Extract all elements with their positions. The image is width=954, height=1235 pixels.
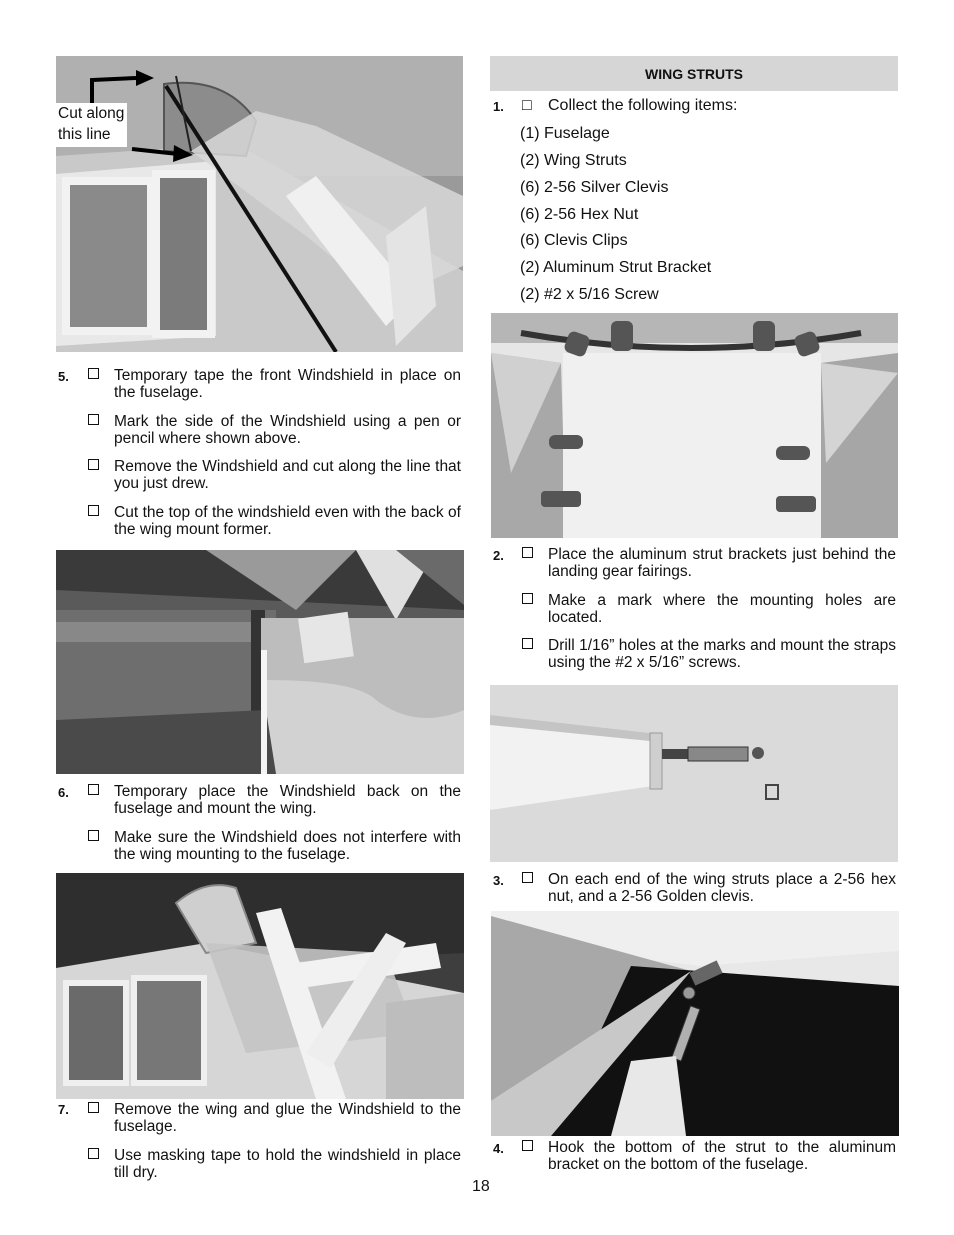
- checkbox[interactable]: [88, 505, 99, 516]
- step-text: Cut the top of the windshield even with the back of the wing mount former.: [114, 504, 461, 538]
- parts-list-item: (6) 2-56 Silver Clevis: [520, 179, 669, 196]
- step-text: Hook the bottom of the strut to the aluminum bracket on the bottom of the fuselage.: [548, 1139, 896, 1173]
- callout-line-2: this line: [58, 126, 111, 143]
- step-text: Make a mark where the mounting holes are located.: [548, 592, 896, 626]
- step-text: Use masking tape to hold the windshield in place till dry.: [114, 1147, 461, 1181]
- checkbox[interactable]: [522, 638, 533, 649]
- checkbox[interactable]: [88, 1148, 99, 1159]
- section-title: WING STRUTS: [490, 56, 898, 91]
- windshield-cut-photo: [56, 56, 463, 352]
- parts-list-item: (1) Fuselage: [520, 125, 610, 142]
- strut-hooked-photo: [491, 911, 899, 1136]
- step-number: 4.: [493, 1141, 504, 1156]
- step-number: 6.: [58, 785, 69, 800]
- step-number: 1.: [493, 99, 504, 114]
- callout-line-1: Cut along: [58, 105, 125, 122]
- strut-clevis-photo: [490, 685, 898, 862]
- step-text: Drill 1/16” holes at the marks and mount the straps using the #2 x 5/16” screws.: [548, 637, 896, 671]
- step-text: Collect the following items:: [548, 97, 738, 114]
- checkbox[interactable]: [88, 459, 99, 470]
- checkbox[interactable]: [522, 547, 533, 558]
- step-text: Temporary tape the front Windshield in place on the fuselage.: [114, 367, 461, 401]
- step-number: 3.: [493, 873, 504, 888]
- checkbox[interactable]: [522, 872, 533, 883]
- checkbox[interactable]: [88, 1102, 99, 1113]
- checkbox[interactable]: [88, 784, 99, 795]
- checkbox-glyph[interactable]: □: [522, 97, 532, 114]
- parts-list-item: (6) 2-56 Hex Nut: [520, 206, 639, 223]
- step-text: Make sure the Windshield does not interfere with the wing mounting to the fuselage.: [114, 829, 461, 863]
- step-text: On each end of the wing struts place a 2-56 hex nut, and a 2-56 Golden clevis.: [548, 871, 896, 905]
- step-text: Place the aluminum strut brackets just behind the landing gear fairings.: [548, 546, 896, 580]
- step-number: 2.: [493, 548, 504, 563]
- checkbox[interactable]: [88, 414, 99, 425]
- checkbox[interactable]: [88, 830, 99, 841]
- windshield-taped-photo: [56, 550, 464, 774]
- step-number: 5.: [58, 369, 69, 384]
- cut-line-callout: [56, 103, 127, 147]
- step-text: Remove the wing and glue the Windshield to the fuselage.: [114, 1101, 461, 1135]
- step-text: Temporary place the Windshield back on the fuselage and mount the wing.: [114, 783, 461, 817]
- step-text: Remove the Windshield and cut along the line that you just drew.: [114, 458, 461, 492]
- strut-bracket-photo: [491, 313, 898, 538]
- parts-list-item: (2) Wing Struts: [520, 152, 627, 169]
- step-number: 7.: [58, 1102, 69, 1117]
- step-text: Mark the side of the Windshield using a pen or pencil where shown above.: [114, 413, 461, 447]
- windshield-glued-photo: [56, 873, 464, 1099]
- parts-list-item: (2) #2 x 5/16 Screw: [520, 286, 659, 303]
- page-number: 18: [472, 1178, 490, 1195]
- checkbox[interactable]: [522, 593, 533, 604]
- checkbox[interactable]: [522, 1140, 533, 1151]
- parts-list-item: (2) Aluminum Strut Bracket: [520, 259, 712, 276]
- parts-list-item: (6) Clevis Clips: [520, 232, 628, 249]
- checkbox[interactable]: [88, 368, 99, 379]
